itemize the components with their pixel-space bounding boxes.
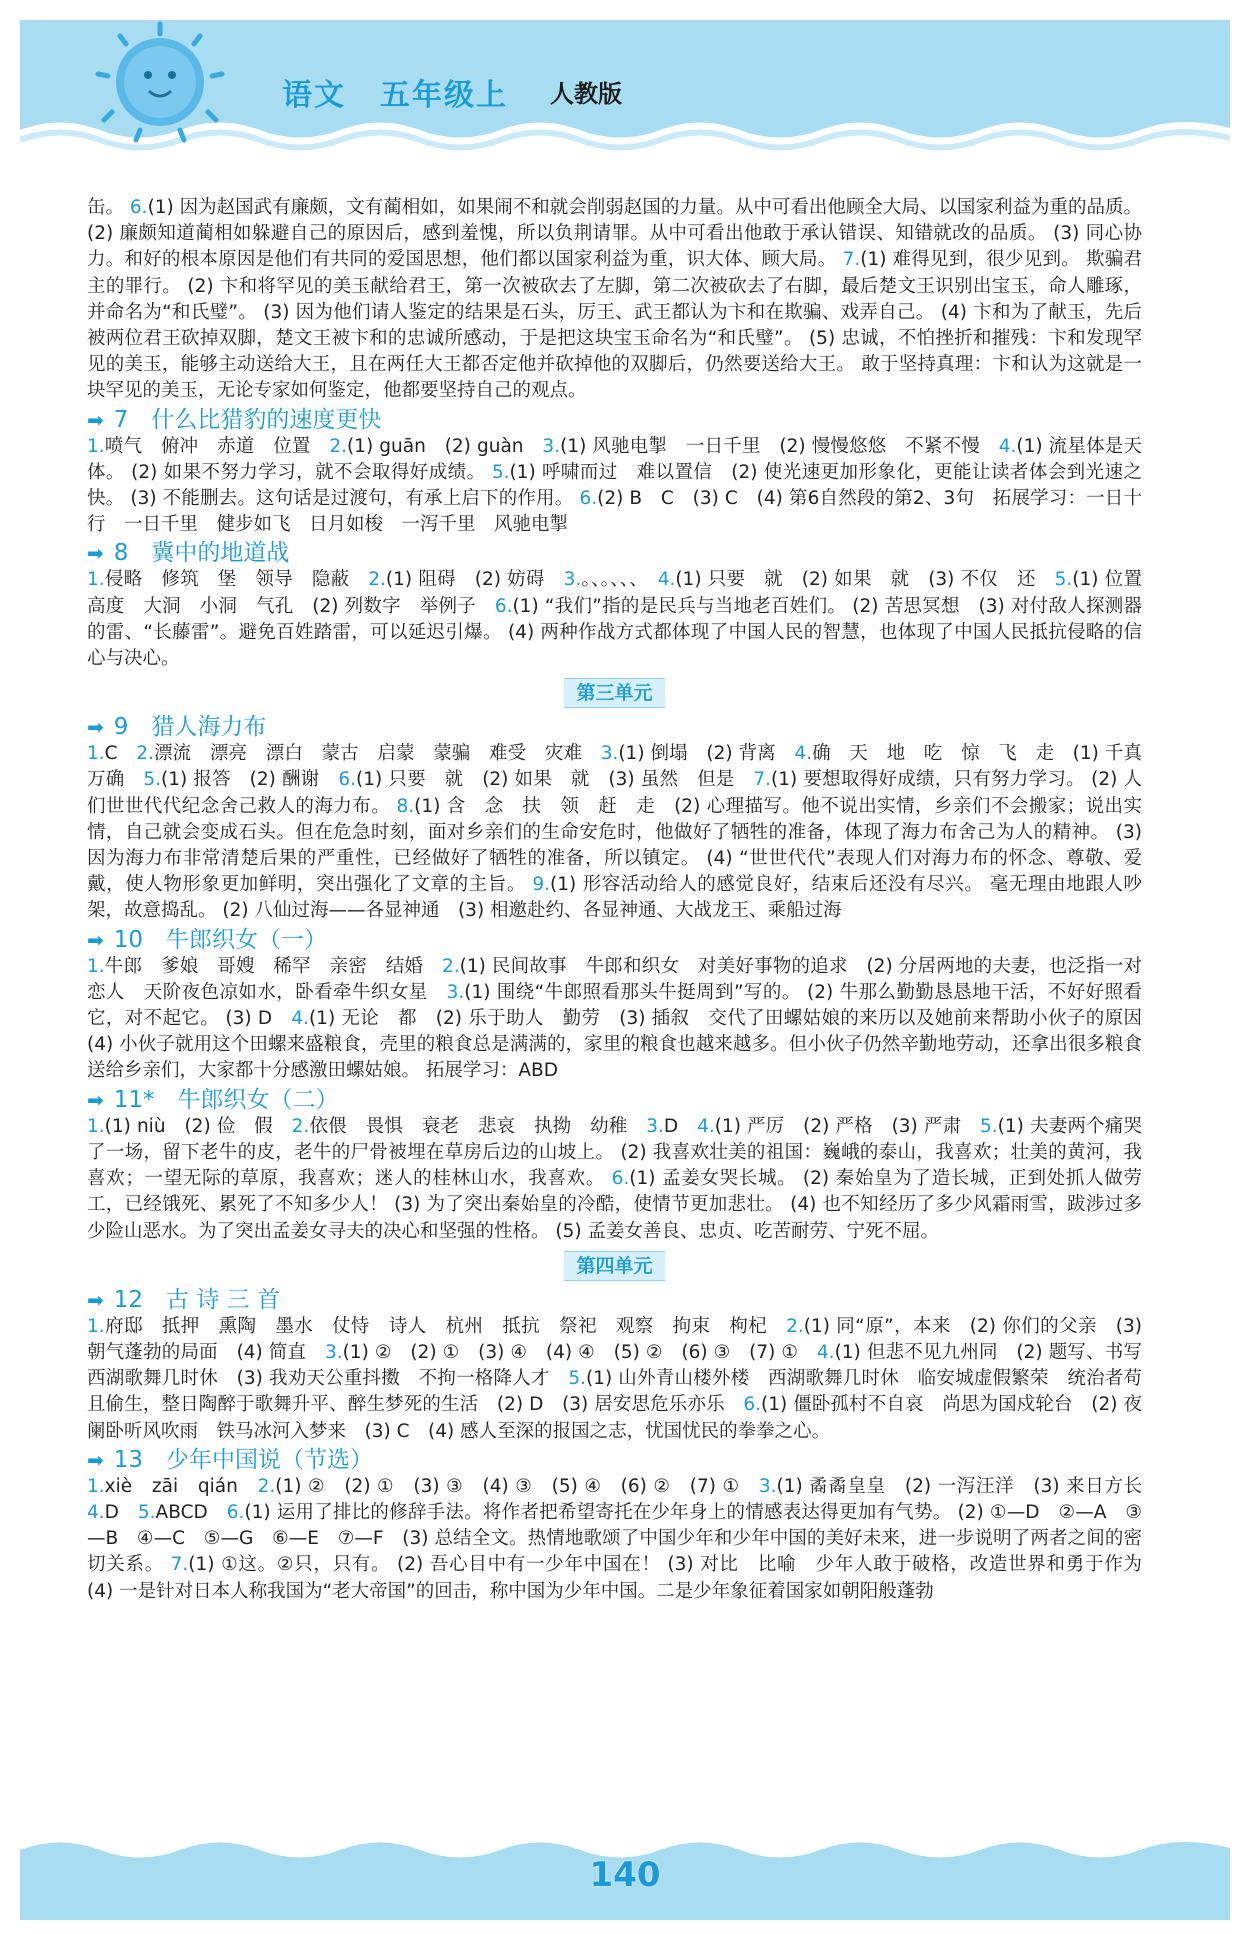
lesson-title: 9 猎人海力布 [113, 714, 267, 741]
answer-text: (1) 严厉 (2) 严格 (3) 严肃 [714, 1115, 980, 1137]
answer-text: (1) 僵卧孤村不自哀 尚思为国戍轮台 (2) 夜阑卧听风吹雨 铁马冰河入梦来 (3) C (4) 感人至深的报国之志，忧国忧民的拳拳之心。 [87, 1394, 1142, 1442]
answer-text: 确 天 地 吃 惊 飞 走 (1) 千真万确 [87, 743, 1142, 791]
answer-text: (1) 形容活动给人的感觉良好，结束后还没有尽兴。 毫无理由地跟人吵架，故意捣乱。 (2) 八仙过海——各显神通 (3) 相邀赴约、各显神通、大战龙王、乘船过海 [87, 874, 1142, 922]
answer-text: D [104, 1501, 138, 1523]
question-number: 6. [129, 197, 148, 218]
answer-text: (1) guān (2) guàn [346, 435, 543, 457]
answer-paragraph [87, 1314, 1161, 1445]
unit-divider [87, 678, 1142, 704]
arrow-icon: ➡ [87, 927, 104, 952]
question-number: 7. [753, 769, 772, 791]
answer-content [87, 195, 1161, 1605]
question-number: 8. [396, 795, 415, 817]
question-number: 2. [291, 1115, 310, 1137]
question-number: 6. [579, 488, 598, 510]
question-number: 2. [786, 1315, 804, 1337]
answer-paragraph [87, 434, 1142, 539]
lesson-heading [87, 1447, 1142, 1474]
unit-title: 第三单元 [564, 678, 664, 708]
question-number: 3. [563, 569, 582, 591]
lesson-heading [87, 1287, 1142, 1314]
question-number: 6. [494, 595, 513, 617]
answer-paragraph [87, 567, 1161, 672]
lesson-heading [87, 1087, 1142, 1114]
answer-text: (1) ② (2) ① (3) ③ (4) ③ (5) ④ (6) ② (7) ① [275, 1475, 759, 1497]
arrow-icon: ➡ [87, 1087, 104, 1112]
question-number: 4. [998, 435, 1017, 457]
question-number: 1. [87, 569, 105, 591]
question-number: 4. [794, 743, 813, 765]
answer-text: (1) 阻碍 (2) 妨碍 [385, 569, 564, 591]
lesson-title: 13 少年中国说（节选） [113, 1446, 374, 1473]
question-number: 6. [226, 1501, 245, 1523]
question-number: 2. [329, 435, 347, 457]
question-number: 1. [87, 1315, 105, 1337]
answer-text: (1) 因为赵国武有廉颇，文有蔺相如，如果闹不和就会削弱赵国的力量。从中可看出他顾全大局、以国家利益为重的品质。 (2) 廉颇知道蔺相如躲避自己的原因后，感到羞愧，所以负荆请罪。从中可看出他敢于承认错误、知错就改的品质。 (3) 同心协力。和好的根本原因是他们有共同的爱国思想，他们都以国家利益为重，识大体、顾大局。 [87, 197, 1142, 271]
answer-text: (1) 民间故事 牛郎和织女 对美好事物的追求 (2) 分居两地的夫妻，也泛指一对恋人 天阶夜色凉如水，卧看牵牛织女星 [87, 955, 1142, 1003]
lesson-title: 7 什么比猎豹的速度更快 [113, 406, 382, 433]
answer-text: (1) 夫妻两个痛哭了一场，留下老牛的皮，老牛的尸骨被埋在草房后边的山坡上。 (2) 我喜欢壮美的祖国：巍峨的泰山，我喜欢；壮美的黄河，我喜欢；一望无际的草原，我喜欢；迷人的桂林山水，我喜欢。 [87, 1115, 1142, 1190]
question-number: 7. [170, 1554, 189, 1576]
answer-text: 依偎 畏惧 衰老 悲哀 执拗 幼稚 [309, 1115, 647, 1137]
question-number: 3. [324, 1341, 343, 1363]
answer-text: (1) “我们”指的是民兵与当地老百姓们。 (2) 苦思冥想 (3) 对付敌人探测器的雷、“长藤雷”。避免百姓踏雷，可以延迟引爆。 (4) 两种作战方式都体现了中国人民的智慧，也体现了中国人民抵抗侵略的信心与决心。 [87, 595, 1142, 670]
question-number: 3. [646, 1115, 664, 1137]
question-number: 4. [697, 1115, 715, 1137]
question-number: 2. [441, 955, 460, 977]
question-number: 5. [980, 1115, 998, 1137]
lesson-title: 10 牛郎织女（一） [113, 926, 328, 953]
answer-text: ABCD [155, 1501, 227, 1523]
answer-text: (1) 含 念 扶 领 赶 走 (2) 心理描写。他不说出实情，乡亲们不会搬家；说出实情，自己就会变成石头。但在危急时刻，面对乡亲们的生命安危时，他做好了牺牲的准备，体现了海力布舍己为人的精神。 (3) 因为海力布非常清楚后果的严重性，已经做好了牺牲的准备，所以镇定。 (4) “世世代代”表现人们对海力布的怀念、尊敬、爱戴，使人物形象更加鲜明，突出强化了文章的主旨。 [87, 795, 1142, 896]
book-title [282, 70, 508, 114]
arrow-icon: ➡ [87, 715, 104, 740]
answer-text: (2) B C (3) C (4) 第6自然段的第2、3句 拓展学习：一日十行 一日千里 健步如飞 日月如梭 一泻千里 风驰电掣 [87, 488, 1142, 536]
answer-text: 喷气 俯冲 赤道 位置 [104, 435, 330, 457]
answer-text: 缶。 [87, 197, 130, 218]
question-number: 5. [137, 1501, 156, 1523]
unit-divider [87, 1251, 1142, 1277]
answer-text: (1) ② (2) ① (3) ④ (4) ④ (5) ② (6) ③ (7) ① [342, 1341, 817, 1363]
question-number: 3. [542, 435, 561, 457]
answer-text: (1) ①这。②只，只有。 (2) 吾心目中有一少年中国在！ (3) 对比 比喻 少年人敢于破格，改造世界和勇于作为 (4) 一是针对日本人称我国为“老大帝国”的回击，称中国为少年中国。二是少年象征着国家如朝阳般蓬勃 [87, 1554, 1161, 1602]
answer-text: (1) 只要 就 (2) 如果 就 (3) 不仅 还 [675, 569, 1055, 591]
question-number: 4. [816, 1341, 835, 1363]
lesson-title: 12 古 诗 三 首 [113, 1286, 280, 1313]
question-number: 2. [368, 569, 386, 591]
lesson-heading [87, 407, 1142, 434]
answer-text: (1) 但悲不见九州同 (2) 题写、书写 西湖歌舞几时休 (3) 我劝天公重抖擞 不拘一格降人才 [87, 1341, 1161, 1390]
answer-text: (1) 报答 (2) 酬谢 [160, 769, 339, 791]
answer-text: 府邸 抵押 熏陶 墨水 仗恃 诗人 杭州 抵抗 祭祀 观察 拘束 枸杞 [104, 1315, 787, 1337]
answer-text: (1) 矞矞皇皇 (2) 一泻汪洋 (3) 来日方长 [776, 1475, 1161, 1497]
grade-label: 五年级上 [380, 78, 508, 113]
answer-text: (1) 难得见到，很少见到。 欺骗君主的罪行。 (2) 卞和将罕见的美玉献给君王，第一次被砍去了左脚，第二次被砍去了右脚，最后楚文王识别出宝玉，命人雕琢，并命名为“和氏璧”。 (3) 因为他们请人鉴定的结果是石头，厉王、武王都认为卞和在欺骗、戏弄自己。 (4) 卞和为了献玉，先后被两位君王砍掉双脚，楚文王被卞和的忠诚所感动，于是把这块宝玉命名为“和氏璧”。 (5) 忠诚，不怕挫折和摧残：卞和发现罕见的美玉，能够主动送给大王，且在两任大王都否定他并砍掉他的双脚后，仍然要送给大王。 敢于坚持真理：卞和认为这就是一块罕见的美玉，无论专家如何鉴定，他都要坚持自己的观点。 [87, 249, 1143, 402]
question-number: 4. [291, 1008, 309, 1030]
arrow-icon: ➡ [87, 541, 104, 566]
question-number: 5. [1054, 569, 1073, 591]
answer-paragraph [87, 195, 1142, 405]
question-number: 6. [743, 1394, 761, 1416]
answer-text: (1) 流星体是天体。 (2) 如果不努力学习，就不会取得好成绩。 [87, 435, 1142, 483]
unit-title: 第四单元 [564, 1251, 664, 1281]
answer-text: (1) 只要 就 (2) 如果 就 (3) 虽然 但是 [355, 769, 754, 791]
question-number: 4. [87, 1501, 105, 1523]
answer-text: (1) 倒塌 (2) 背离 [618, 743, 795, 765]
question-number: 5. [143, 769, 161, 791]
answer-text: xiè zāi qián [104, 1475, 258, 1497]
answer-text: C [104, 743, 137, 765]
question-number: 3. [446, 981, 465, 1003]
question-number: 1. [87, 743, 105, 765]
answer-paragraph [87, 954, 1161, 1085]
lesson-title: 11* 牛郎织女（二） [113, 1086, 339, 1113]
question-number: 6. [611, 1168, 630, 1190]
answer-text: 牛郎 爹娘 哥嫂 稀罕 亲密 结婚 [104, 955, 442, 977]
question-number: 1. [87, 435, 105, 457]
answer-text: (1) 位置 高度 大洞 小洞 气孔 (2) 列数字 举例子 [87, 569, 1161, 617]
answer-text: (1) niù (2) 俭 假 [104, 1115, 292, 1137]
answer-text: (1) 围绕“牛郎照看那头牛挺周到”写的。 (2) 牛那么勤勤恳恳地干活，不好好照看它，对不起它。 (3) D [87, 981, 1142, 1030]
question-number: 9. [532, 874, 551, 896]
question-number: 5. [491, 461, 510, 483]
answer-text: (1) 无论 都 (2) 乐于助人 勤劳 (3) 插叙 交代了田螺姑娘的来历以及她前来帮助小伙子的原因 (4) 小伙子就用这个田螺来盛粮食，壳里的粮食总是满满的，家里的粮食也越来越多。但小伙子仍然辛勤地劳动，还拿出很多粮食送给乡亲们，大家都十分感激田螺姑娘。 拓展学习：ABD [87, 1008, 1161, 1082]
answer-paragraph [87, 1114, 1142, 1245]
answer-text: (1) 运用了排比的修辞手法。将作者把希望寄托在少年身上的情感表达得更加有气势。 (2) ①—D ②—A ③—B ④—C ⑤—G ⑥—E ⑦—F (3) 总结全文。热情地歌颂了中国少年和少年中国的美好未来，进一步说明了两者之间的密切关系。 [87, 1501, 1142, 1576]
answer-text: (1) 风驰电掣 一日千里 (2) 慢慢悠悠 不紧不慢 [560, 435, 999, 457]
question-number: 3. [600, 743, 619, 765]
question-number: 5. [568, 1368, 587, 1390]
answer-text: 。、。、、、 [581, 569, 658, 591]
lesson-heading [87, 540, 1142, 567]
question-number: 7. [842, 249, 861, 271]
lesson-heading [87, 714, 1142, 741]
question-number: 1. [87, 1475, 105, 1497]
question-number: 6. [338, 769, 356, 791]
lesson-heading [87, 927, 1142, 954]
answer-paragraph [87, 741, 1142, 924]
sun-icon [90, 20, 240, 150]
answer-paragraph [87, 1474, 1161, 1605]
header-banner [20, 20, 1230, 170]
question-number: 1. [87, 955, 105, 977]
question-number: 3. [758, 1475, 777, 1497]
subject-label: 语文 [282, 78, 346, 113]
question-number: 2. [257, 1475, 276, 1497]
answer-text: (1) 要想取得好成绩，只有努力学习。 (2) 人们世世代代纪念舍己救人的海力布。 [87, 769, 1142, 817]
arrow-icon: ➡ [87, 1287, 104, 1312]
answer-text: D [663, 1115, 698, 1137]
arrow-icon: ➡ [87, 407, 104, 432]
answer-text: (1) 呼啸而过 难以置信 (2) 使光速更加形象化，更能让读者体会到光速之快。 (3) 不能删去。这句话是过渡句，有承上启下的作用。 [87, 461, 1142, 510]
answer-text: 侵略 修筑 堡 领导 隐蔽 [104, 569, 369, 591]
answer-text: 漂流 漂亮 漂白 蒙古 启蒙 蒙骗 难受 灾难 [153, 743, 601, 765]
lesson-title: 8 冀中的地道战 [113, 540, 290, 567]
edition-label: 人教版 [550, 80, 622, 108]
arrow-icon: ➡ [87, 1447, 104, 1472]
question-number: 4. [657, 569, 676, 591]
question-number: 2. [136, 743, 154, 765]
page-number: 140 [589, 1855, 661, 1895]
answer-text: (1) 山外青山楼外楼 西湖歌舞几时休 临安城虚假繁荣 统治者苟且偷生，整日陶醉于歌舞升平、醉生梦死的生活 (2) D (3) 居安思危乐亦乐 [87, 1368, 1142, 1416]
footer-banner [20, 1825, 1230, 1920]
question-number: 1. [87, 1115, 105, 1137]
answer-text: (1) 孟姜女哭长城。 (2) 秦始皇为了造长城，正到处抓人做劳工，已经饿死、累死了不知多少人！ (3) 为了突出秦始皇的冷酷，使情节更加悲壮。 (4) 也不知经历了多少风霜雨雪，跋涉过多少险山恶水。为了突出孟姜女寻夫的决心和坚强的性格。 (5) 孟姜女善良、忠贞、吃苦耐劳、宁死不屈。 [87, 1168, 1142, 1242]
answer-text: (1) 同“原”，本来 (2) 你们的父亲 (3) 朝气蓬勃的局面 (4) 简直 [87, 1315, 1142, 1363]
